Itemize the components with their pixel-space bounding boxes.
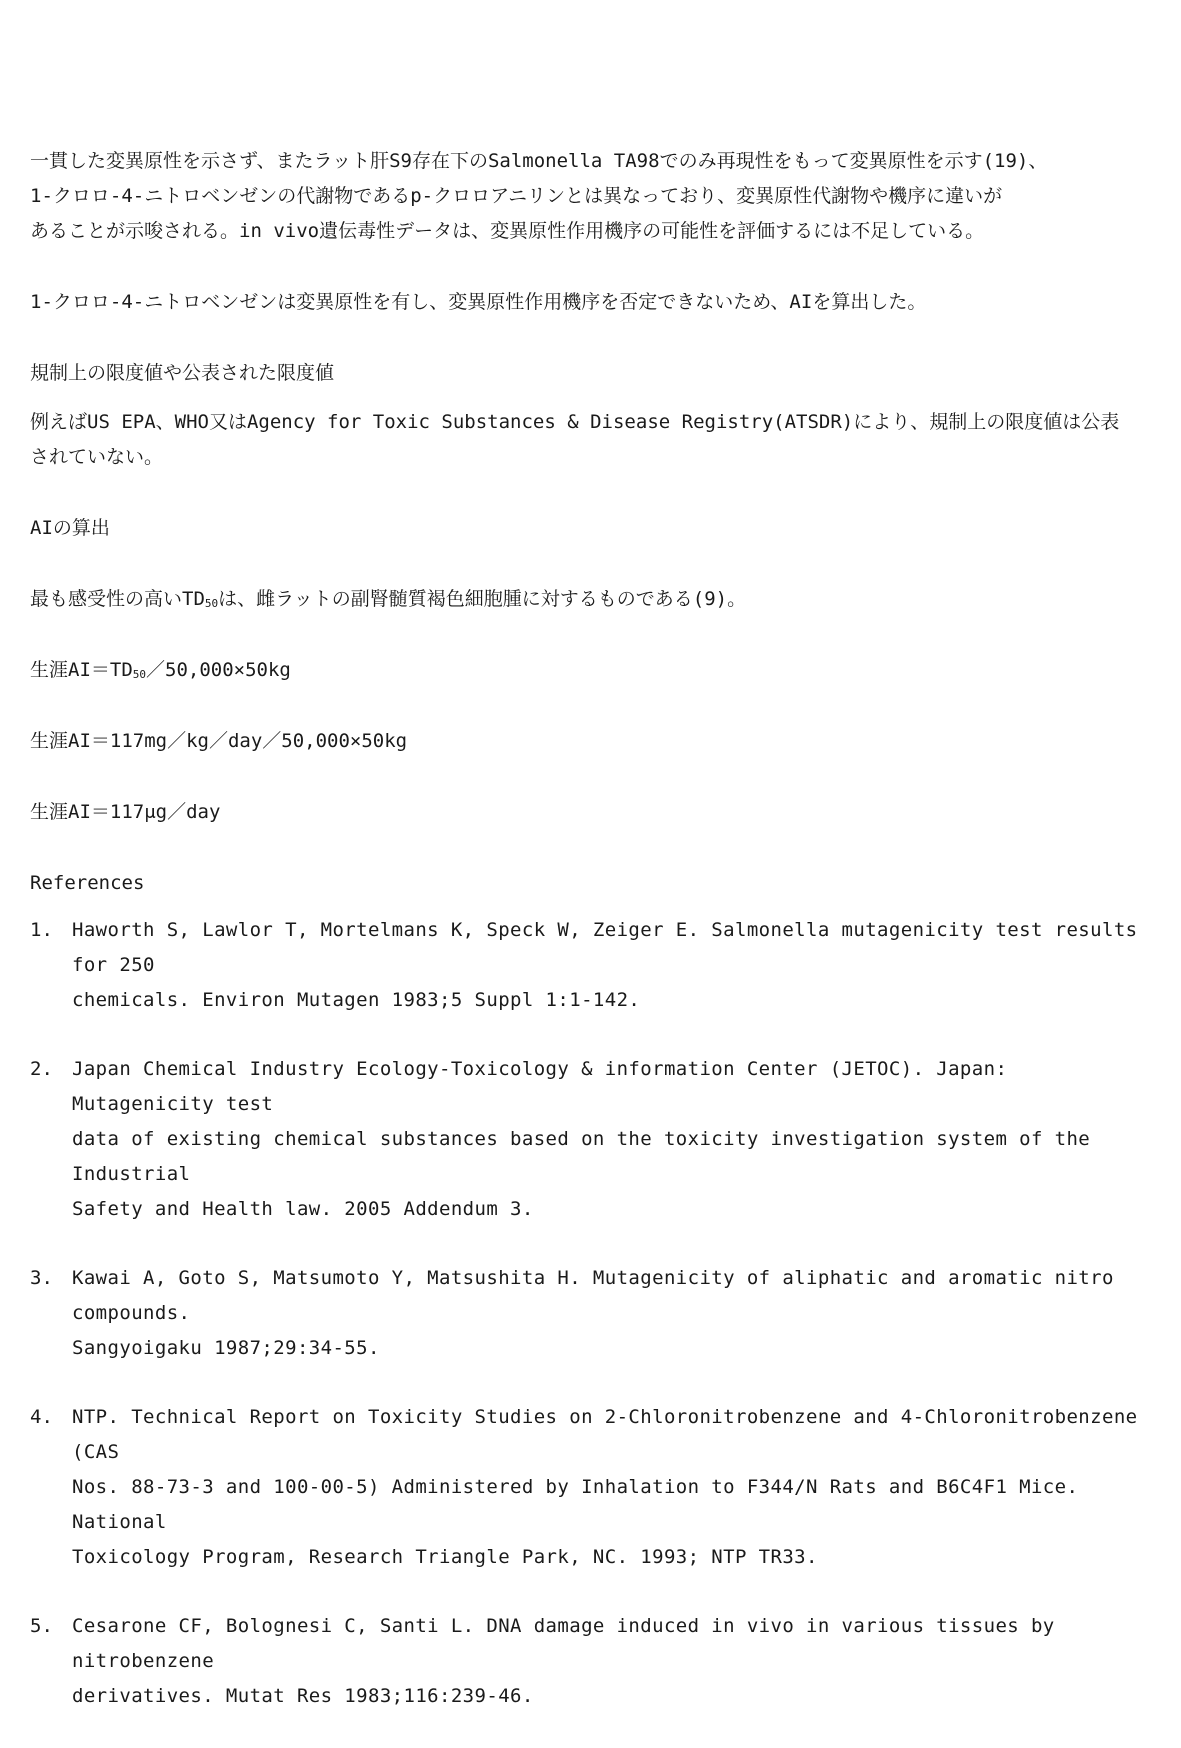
- text-line: chemicals. Environ Mutagen 1983;5 Suppl 1:1-142.: [72, 989, 641, 1011]
- reference-text: [72, 1052, 1150, 1227]
- reference-text: [72, 1400, 1150, 1575]
- text-line: Haworth S, Lawlor T, Mortelmans K, Speck W, Zeiger E. Salmonella mutagenicity test results for 250: [72, 919, 1138, 976]
- text-line: Japan Chemical Industry Ecology-Toxicology & information Center (JETOC). Japan: Mutagenicity test: [72, 1058, 1008, 1115]
- equation-1: [30, 653, 1150, 688]
- equation-3: 生涯AI＝117μg／day: [30, 801, 221, 823]
- text-line: Safety and Health law. 2005 Addendum 3.: [72, 1198, 534, 1220]
- text-line: Sangyoigaku 1987;29:34-55.: [72, 1337, 380, 1359]
- eq1-subscript: 50: [132, 668, 147, 681]
- reference-number: 4.: [30, 1406, 53, 1428]
- text-line: Toxicology Program, Research Triangle Park, NC. 1993; NTP TR33.: [72, 1546, 818, 1568]
- text-line: 1-クロロ-4-ニトロベンゼンの代謝物であるp-クロロアニリンとは異なっており、変異原性代謝物や機序に違いが: [30, 185, 1003, 207]
- eq1-suffix: ／50,000×50kg: [146, 659, 291, 681]
- paragraph-ai-rationale: 1-クロロ-4-ニトロベンゼンは変異原性を有し、変異原性作用機序を否定できないため、AIを算出した。: [30, 291, 927, 313]
- equation-2: 生涯AI＝117mg／kg／day／50,000×50kg: [30, 730, 408, 752]
- eq1-prefix: 生涯AI＝TD: [30, 659, 133, 681]
- paragraph-mutagenicity: [30, 144, 1150, 249]
- text-line: data of existing chemical substances based on the toxicity investigation system of the Industrial: [72, 1128, 1091, 1185]
- reference-number: 2.: [30, 1058, 53, 1080]
- reference-item: [30, 1609, 1150, 1714]
- td50-suffix: は、雌ラットの副腎髄質褐色細胞腫に対するものである(9)。: [218, 588, 747, 610]
- reference-text: [72, 1261, 1150, 1366]
- paragraph-td50: [30, 582, 1150, 617]
- text-line: derivatives. Mutat Res 1983;116:239-46.: [72, 1685, 534, 1707]
- reference-number: 1.: [30, 919, 53, 941]
- td50-subscript: 50: [204, 597, 219, 610]
- heading-ai-calculation: AIの算出: [30, 517, 110, 539]
- paragraph-regulatory-limits: [30, 405, 1150, 475]
- reference-number: 3.: [30, 1267, 53, 1289]
- reference-text: [72, 913, 1150, 1018]
- text-line: Cesarone CF, Bolognesi C, Santi L. DNA damage induced in vivo in various tissues by nitrobenzene: [72, 1615, 1055, 1672]
- reference-item: [30, 1052, 1150, 1227]
- reference-item: [30, 913, 1150, 1018]
- text-line: NTP. Technical Report on Toxicity Studies on 2-Chloronitrobenzene and 4-Chloronitrobenzene (CAS: [72, 1406, 1138, 1463]
- text-line: Nos. 88-73-3 and 100-00-5) Administered by Inhalation to F344/N Rats and B6C4F1 Mice. National: [72, 1476, 1079, 1533]
- document-page: [30, 144, 1150, 1748]
- text-line: されていない。: [30, 446, 164, 468]
- references-heading: References: [30, 872, 145, 894]
- heading-regulatory-limits: 規制上の限度値や公表された限度値: [30, 362, 335, 384]
- reference-item: [30, 1261, 1150, 1366]
- reference-number: 5.: [30, 1615, 53, 1637]
- reference-item: [30, 1400, 1150, 1575]
- references-list: [30, 913, 1150, 1714]
- text-line: Kawai A, Goto S, Matsumoto Y, Matsushita H. Mutagenicity of aliphatic and aromatic nitro compounds.: [72, 1267, 1114, 1324]
- reference-text: [72, 1609, 1150, 1714]
- text-line: 例えばUS EPA、WHO又はAgency for Toxic Substances & Disease Registry(ATSDR)により、規制上の限度値は公表: [30, 411, 1120, 433]
- text-line: あることが示唆される。in vivo遺伝毒性データは、変異原性作用機序の可能性を評価するには不足している。: [30, 220, 985, 242]
- td50-prefix: 最も感受性の高いTD: [30, 588, 205, 610]
- text-line: 一貫した変異原性を示さず、またラット肝S9存在下のSalmonella TA98でのみ再現性をもって変異原性を示す(19)、: [30, 150, 1048, 172]
